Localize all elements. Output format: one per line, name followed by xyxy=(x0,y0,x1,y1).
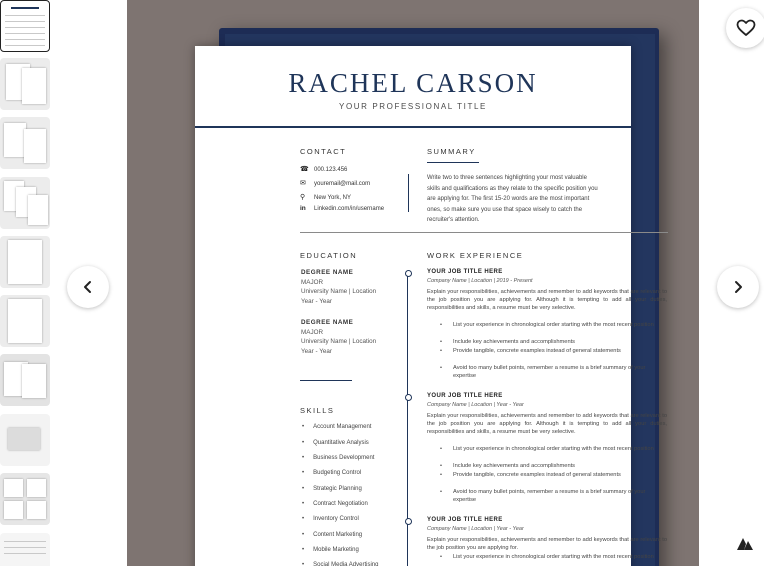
skill-item: • Inventory Control xyxy=(302,516,359,522)
summary-text: Write two to three sentences highlighting your most valuable skills and qualifications as they relate to the specific position you are applying for. The first 15-20 words are the most important ones, so make sure you use that space wisely to catch the recruiter's attention. xyxy=(427,175,598,223)
timeline-dot xyxy=(405,270,412,277)
resume-page xyxy=(195,46,667,566)
skills-heading: SKILLS xyxy=(300,406,335,415)
job-bullet: • Provide tangible, concrete examples instead of general statements xyxy=(453,471,658,479)
summary-underline xyxy=(427,162,479,163)
job-bullet: • Include key achievements and accomplishments xyxy=(453,462,658,470)
degree-years: Year - Year xyxy=(301,347,332,355)
heart-icon xyxy=(736,19,756,37)
thumbnail-7[interactable] xyxy=(0,354,50,406)
mail-icon: ✉ xyxy=(300,180,306,187)
skill-item: • Business Development xyxy=(302,455,374,461)
linkedin-icon: in xyxy=(300,205,306,212)
job-title: YOUR JOB TITLE HERE xyxy=(427,517,503,523)
job-meta: Company Name | Location | Year - Year xyxy=(427,526,524,532)
skill-item: • Account Management xyxy=(302,424,371,430)
product-image xyxy=(127,0,699,566)
education-heading: EDUCATION xyxy=(300,251,358,260)
thumbnail-10[interactable] xyxy=(0,533,50,566)
contact-heading: CONTACT xyxy=(300,147,347,156)
timeline-dot xyxy=(405,518,412,525)
section-divider xyxy=(300,232,668,233)
job-description: Explain your responsibilities, achievements and remember to add keywords that are relevant to the job position you are applying for. Although it is tempting to add all your duties, responsibilities and skills, a resume must be very selective. xyxy=(427,289,667,311)
location-pin-icon: ⚲ xyxy=(300,194,306,201)
thumbnail-5[interactable] xyxy=(0,236,50,288)
contact-email: youremail@mail.com xyxy=(314,181,371,187)
job-description: Explain your responsibilities, achievements and remember to add keywords that are relevant to the job position you are applying for. xyxy=(427,537,667,551)
thumbnail-3[interactable] xyxy=(0,117,50,169)
header-divider xyxy=(195,126,631,128)
skill-item: • Social Media Advertising xyxy=(302,562,378,566)
degree-major: MAJOR xyxy=(301,278,324,286)
timeline-dot xyxy=(405,394,412,401)
degree-major: MAJOR xyxy=(301,328,324,336)
contact-linkedin: Linkedin.com/in/username xyxy=(314,206,385,212)
work-heading: WORK EXPERIENCE xyxy=(427,251,524,260)
contact-phone: 000.123.456 xyxy=(314,167,348,173)
skill-item: • Mobile Marketing xyxy=(302,547,359,553)
job-bullet: • List your experience in chronological order starting with the most recent position xyxy=(453,445,658,453)
job-meta: Company Name | Location | Year - Year xyxy=(427,402,524,408)
job-bullet: • Provide tangible, concrete examples instead of general statements xyxy=(453,347,658,355)
resume-name: RACHEL CARSON xyxy=(288,68,538,98)
degree-years: Year - Year xyxy=(301,297,332,305)
degree-name: DEGREE NAME xyxy=(301,319,354,326)
job-title: YOUR JOB TITLE HERE xyxy=(427,393,503,399)
thumbnail-strip xyxy=(0,0,52,566)
thumbnail-4[interactable] xyxy=(0,177,50,229)
thumbnail-2[interactable] xyxy=(0,58,50,110)
job-bullet: • Avoid too many bullet points, remember a resume is a brief summary of your expertise xyxy=(453,364,658,380)
degree-school: University Name | Location xyxy=(301,338,377,345)
previous-image-button[interactable] xyxy=(67,266,109,308)
skill-item: • Contract Negotiation xyxy=(302,501,368,507)
summary-heading: SUMMARY xyxy=(427,147,476,156)
phone-icon: ☎ xyxy=(300,166,309,173)
skill-item: • Quantitative Analysis xyxy=(302,440,369,446)
job-meta: Company Name | Location | 2019 - Present xyxy=(427,278,533,284)
resume-title: YOUR PROFESSIONAL TITLE xyxy=(339,102,487,111)
thumbnail-1[interactable] xyxy=(0,0,50,52)
job-description: Explain your responsibilities, achievements and remember to add keywords that are relevant to the job position you are applying for. Although it is tempting to add all your duties, responsibilities and skills, a resume must be very selective. xyxy=(427,413,667,435)
education-entry-1 xyxy=(301,268,376,306)
chevron-right-icon xyxy=(731,280,745,294)
next-image-button[interactable] xyxy=(717,266,759,308)
job-bullet: • Avoid too many bullet points, remember a resume is a brief summary of your expertise xyxy=(453,488,658,504)
chevron-left-icon xyxy=(81,280,95,294)
thumbnail-6[interactable] xyxy=(0,295,50,347)
job-title: YOUR JOB TITLE HERE xyxy=(427,269,503,275)
favorite-button[interactable] xyxy=(726,8,764,48)
degree-school: University Name | Location xyxy=(301,288,377,295)
skill-item: • Budgeting Control xyxy=(302,470,361,476)
education-entry-2 xyxy=(301,318,376,356)
job-bullet: • Include key achievements and accomplishments xyxy=(453,338,658,346)
job-bullet: • List your experience in chronological order starting with the most recent position xyxy=(453,321,658,329)
job-bullet: • List your experience in chronological order starting with the most recent position xyxy=(453,553,658,561)
thumbnail-9[interactable] xyxy=(0,473,50,525)
degree-name: DEGREE NAME xyxy=(301,269,354,276)
contact-divider xyxy=(408,174,409,212)
education-underline xyxy=(300,380,352,381)
skill-item: • Content Marketing xyxy=(302,532,362,538)
contact-location: New York, NY xyxy=(314,195,352,201)
brand-logo-icon xyxy=(736,535,754,551)
thumbnail-8[interactable] xyxy=(0,414,50,466)
skill-item: • Strategic Planning xyxy=(302,486,362,492)
